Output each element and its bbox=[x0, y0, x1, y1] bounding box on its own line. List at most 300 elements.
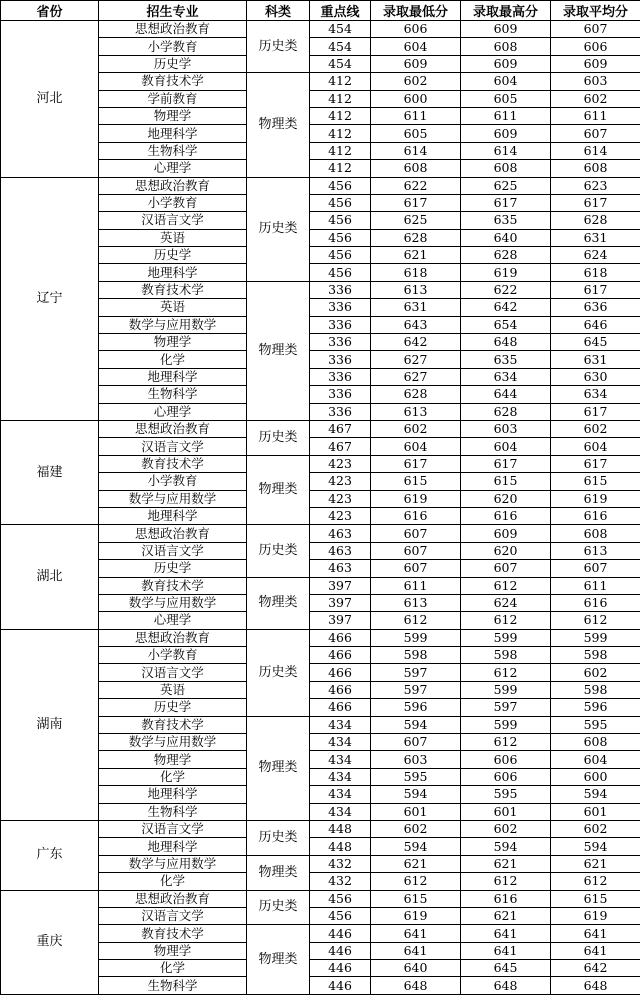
cutoff-cell: 432 bbox=[310, 855, 371, 872]
min-score-cell: 611 bbox=[371, 107, 461, 124]
major-cell: 思想政治教育 bbox=[99, 525, 247, 542]
min-score-cell: 599 bbox=[371, 629, 461, 646]
cutoff-cell: 423 bbox=[310, 473, 371, 490]
cutoff-cell: 463 bbox=[310, 542, 371, 559]
major-cell: 心理学 bbox=[99, 160, 247, 177]
min-score-cell: 618 bbox=[371, 264, 461, 281]
track-cell: 物理类 bbox=[247, 716, 310, 820]
min-score-cell: 613 bbox=[371, 403, 461, 420]
min-score-cell: 604 bbox=[371, 438, 461, 455]
avg-score-cell: 616 bbox=[551, 507, 640, 524]
major-cell: 心理学 bbox=[99, 612, 247, 629]
avg-score-cell: 608 bbox=[551, 734, 640, 751]
min-score-cell: 617 bbox=[371, 194, 461, 211]
min-score-cell: 600 bbox=[371, 90, 461, 107]
max-score-cell: 628 bbox=[461, 247, 551, 264]
major-cell: 小学教育 bbox=[99, 38, 247, 55]
avg-score-cell: 617 bbox=[551, 281, 640, 298]
province-cell: 湖南 bbox=[1, 629, 99, 820]
cutoff-cell: 456 bbox=[310, 177, 371, 194]
max-score-cell: 622 bbox=[461, 281, 551, 298]
avg-score-cell: 596 bbox=[551, 699, 640, 716]
province-cell: 湖北 bbox=[1, 525, 99, 629]
major-cell: 汉语言文学 bbox=[99, 212, 247, 229]
major-cell: 物理学 bbox=[99, 751, 247, 768]
cutoff-cell: 434 bbox=[310, 751, 371, 768]
cutoff-cell: 336 bbox=[310, 299, 371, 316]
major-cell: 数学与应用数学 bbox=[99, 316, 247, 333]
max-score-cell: 612 bbox=[461, 873, 551, 890]
min-score-cell: 602 bbox=[371, 420, 461, 437]
avg-score-cell: 619 bbox=[551, 907, 640, 924]
avg-score-cell: 604 bbox=[551, 751, 640, 768]
avg-score-cell: 641 bbox=[551, 942, 640, 959]
major-cell: 汉语言文学 bbox=[99, 664, 247, 681]
min-score-cell: 643 bbox=[371, 316, 461, 333]
major-cell: 汉语言文学 bbox=[99, 542, 247, 559]
cutoff-cell: 454 bbox=[310, 21, 371, 38]
major-cell: 地理科学 bbox=[99, 125, 247, 142]
max-score-cell: 599 bbox=[461, 681, 551, 698]
avg-score-cell: 641 bbox=[551, 925, 640, 942]
avg-score-cell: 623 bbox=[551, 177, 640, 194]
max-score-cell: 616 bbox=[461, 890, 551, 907]
track-cell: 历史类 bbox=[247, 629, 310, 716]
max-score-cell: 621 bbox=[461, 855, 551, 872]
min-score-cell: 602 bbox=[371, 820, 461, 837]
avg-score-cell: 619 bbox=[551, 490, 640, 507]
min-score-cell: 594 bbox=[371, 786, 461, 803]
cutoff-cell: 336 bbox=[310, 386, 371, 403]
track-cell: 物理类 bbox=[247, 577, 310, 629]
min-score-cell: 612 bbox=[371, 612, 461, 629]
min-score-cell: 625 bbox=[371, 212, 461, 229]
max-score-cell: 609 bbox=[461, 525, 551, 542]
major-cell: 教育技术学 bbox=[99, 716, 247, 733]
max-score-cell: 598 bbox=[461, 647, 551, 664]
min-score-cell: 607 bbox=[371, 525, 461, 542]
max-score-cell: 609 bbox=[461, 55, 551, 72]
avg-score-cell: 613 bbox=[551, 542, 640, 559]
major-cell: 教育技术学 bbox=[99, 281, 247, 298]
avg-score-cell: 598 bbox=[551, 681, 640, 698]
max-score-cell: 612 bbox=[461, 734, 551, 751]
avg-score-cell: 606 bbox=[551, 38, 640, 55]
min-score-cell: 594 bbox=[371, 716, 461, 733]
avg-score-cell: 612 bbox=[551, 612, 640, 629]
cutoff-cell: 456 bbox=[310, 890, 371, 907]
major-cell: 英语 bbox=[99, 681, 247, 698]
cutoff-cell: 434 bbox=[310, 768, 371, 785]
min-score-cell: 648 bbox=[371, 977, 461, 994]
cutoff-cell: 466 bbox=[310, 681, 371, 698]
major-cell: 小学教育 bbox=[99, 647, 247, 664]
min-score-cell: 612 bbox=[371, 873, 461, 890]
avg-score-cell: 607 bbox=[551, 560, 640, 577]
max-score-cell: 604 bbox=[461, 438, 551, 455]
max-score-cell: 607 bbox=[461, 560, 551, 577]
major-cell: 化学 bbox=[99, 873, 247, 890]
table-row bbox=[1, 820, 640, 837]
cutoff-cell: 423 bbox=[310, 507, 371, 524]
max-score-cell: 608 bbox=[461, 38, 551, 55]
cutoff-cell: 397 bbox=[310, 577, 371, 594]
major-cell: 数学与应用数学 bbox=[99, 594, 247, 611]
header-cutoff: 重点线 bbox=[310, 1, 371, 21]
major-cell: 历史学 bbox=[99, 55, 247, 72]
avg-score-cell: 604 bbox=[551, 438, 640, 455]
max-score-cell: 599 bbox=[461, 716, 551, 733]
cutoff-cell: 412 bbox=[310, 90, 371, 107]
avg-score-cell: 599 bbox=[551, 629, 640, 646]
avg-score-cell: 611 bbox=[551, 577, 640, 594]
avg-score-cell: 600 bbox=[551, 768, 640, 785]
max-score-cell: 599 bbox=[461, 629, 551, 646]
major-cell: 历史学 bbox=[99, 699, 247, 716]
major-cell: 化学 bbox=[99, 768, 247, 785]
major-cell: 数学与应用数学 bbox=[99, 734, 247, 751]
min-score-cell: 607 bbox=[371, 542, 461, 559]
min-score-cell: 641 bbox=[371, 925, 461, 942]
track-cell: 历史类 bbox=[247, 525, 310, 577]
max-score-cell: 594 bbox=[461, 838, 551, 855]
cutoff-cell: 446 bbox=[310, 960, 371, 977]
max-score-cell: 641 bbox=[461, 942, 551, 959]
table-row bbox=[1, 177, 640, 194]
cutoff-cell: 446 bbox=[310, 925, 371, 942]
avg-score-cell: 648 bbox=[551, 977, 640, 994]
major-cell: 地理科学 bbox=[99, 264, 247, 281]
avg-score-cell: 612 bbox=[551, 873, 640, 890]
province-cell: 辽宁 bbox=[1, 177, 99, 420]
avg-score-cell: 631 bbox=[551, 229, 640, 246]
table-row bbox=[1, 629, 640, 646]
major-cell: 思想政治教育 bbox=[99, 21, 247, 38]
province-cell: 河北 bbox=[1, 21, 99, 178]
cutoff-cell: 397 bbox=[310, 612, 371, 629]
min-score-cell: 597 bbox=[371, 664, 461, 681]
min-score-cell: 607 bbox=[371, 734, 461, 751]
major-cell: 历史学 bbox=[99, 560, 247, 577]
max-score-cell: 615 bbox=[461, 473, 551, 490]
max-score-cell: 617 bbox=[461, 455, 551, 472]
avg-score-cell: 598 bbox=[551, 647, 640, 664]
cutoff-cell: 434 bbox=[310, 786, 371, 803]
max-score-cell: 634 bbox=[461, 368, 551, 385]
min-score-cell: 613 bbox=[371, 594, 461, 611]
min-score-cell: 622 bbox=[371, 177, 461, 194]
max-score-cell: 635 bbox=[461, 212, 551, 229]
min-score-cell: 615 bbox=[371, 473, 461, 490]
min-score-cell: 607 bbox=[371, 560, 461, 577]
track-cell: 物理类 bbox=[247, 281, 310, 420]
max-score-cell: 606 bbox=[461, 751, 551, 768]
cutoff-cell: 456 bbox=[310, 264, 371, 281]
avg-score-cell: 601 bbox=[551, 803, 640, 820]
table-row bbox=[1, 525, 640, 542]
max-score-cell: 628 bbox=[461, 403, 551, 420]
cutoff-cell: 448 bbox=[310, 820, 371, 837]
avg-score-cell: 614 bbox=[551, 142, 640, 159]
province-cell: 重庆 bbox=[1, 890, 99, 994]
max-score-cell: 616 bbox=[461, 507, 551, 524]
cutoff-cell: 336 bbox=[310, 316, 371, 333]
major-cell: 思想政治教育 bbox=[99, 629, 247, 646]
max-score-cell: 640 bbox=[461, 229, 551, 246]
header-min-score: 录取最低分 bbox=[371, 1, 461, 21]
track-cell: 历史类 bbox=[247, 177, 310, 281]
min-score-cell: 608 bbox=[371, 160, 461, 177]
major-cell: 地理科学 bbox=[99, 507, 247, 524]
track-cell: 物理类 bbox=[247, 925, 310, 995]
min-score-cell: 613 bbox=[371, 281, 461, 298]
avg-score-cell: 631 bbox=[551, 351, 640, 368]
max-score-cell: 635 bbox=[461, 351, 551, 368]
header-max-score: 录取最高分 bbox=[461, 1, 551, 21]
major-cell: 地理科学 bbox=[99, 368, 247, 385]
max-score-cell: 648 bbox=[461, 977, 551, 994]
min-score-cell: 603 bbox=[371, 751, 461, 768]
cutoff-cell: 412 bbox=[310, 160, 371, 177]
avg-score-cell: 608 bbox=[551, 160, 640, 177]
avg-score-cell: 618 bbox=[551, 264, 640, 281]
min-score-cell: 594 bbox=[371, 838, 461, 855]
max-score-cell: 604 bbox=[461, 73, 551, 90]
cutoff-cell: 412 bbox=[310, 142, 371, 159]
avg-score-cell: 611 bbox=[551, 107, 640, 124]
avg-score-cell: 602 bbox=[551, 90, 640, 107]
avg-score-cell: 621 bbox=[551, 855, 640, 872]
major-cell: 生物科学 bbox=[99, 803, 247, 820]
major-cell: 思想政治教育 bbox=[99, 420, 247, 437]
cutoff-cell: 463 bbox=[310, 560, 371, 577]
min-score-cell: 640 bbox=[371, 960, 461, 977]
min-score-cell: 619 bbox=[371, 490, 461, 507]
major-cell: 教育技术学 bbox=[99, 925, 247, 942]
avg-score-cell: 615 bbox=[551, 473, 640, 490]
avg-score-cell: 628 bbox=[551, 212, 640, 229]
max-score-cell: 602 bbox=[461, 820, 551, 837]
major-cell: 数学与应用数学 bbox=[99, 490, 247, 507]
max-score-cell: 617 bbox=[461, 194, 551, 211]
cutoff-cell: 448 bbox=[310, 838, 371, 855]
min-score-cell: 628 bbox=[371, 229, 461, 246]
max-score-cell: 606 bbox=[461, 768, 551, 785]
cutoff-cell: 446 bbox=[310, 977, 371, 994]
cutoff-cell: 336 bbox=[310, 351, 371, 368]
max-score-cell: 608 bbox=[461, 160, 551, 177]
cutoff-cell: 423 bbox=[310, 455, 371, 472]
major-cell: 汉语言文学 bbox=[99, 820, 247, 837]
avg-score-cell: 615 bbox=[551, 890, 640, 907]
avg-score-cell: 636 bbox=[551, 299, 640, 316]
major-cell: 汉语言文学 bbox=[99, 438, 247, 455]
cutoff-cell: 432 bbox=[310, 873, 371, 890]
major-cell: 历史学 bbox=[99, 247, 247, 264]
cutoff-cell: 412 bbox=[310, 73, 371, 90]
cutoff-cell: 446 bbox=[310, 942, 371, 959]
cutoff-cell: 412 bbox=[310, 107, 371, 124]
max-score-cell: 609 bbox=[461, 21, 551, 38]
max-score-cell: 644 bbox=[461, 386, 551, 403]
avg-score-cell: 624 bbox=[551, 247, 640, 264]
cutoff-cell: 336 bbox=[310, 334, 371, 351]
avg-score-cell: 634 bbox=[551, 386, 640, 403]
max-score-cell: 614 bbox=[461, 142, 551, 159]
table-row bbox=[1, 890, 640, 907]
cutoff-cell: 456 bbox=[310, 247, 371, 264]
avg-score-cell: 617 bbox=[551, 403, 640, 420]
major-cell: 英语 bbox=[99, 299, 247, 316]
major-cell: 生物科学 bbox=[99, 977, 247, 994]
avg-score-cell: 595 bbox=[551, 716, 640, 733]
major-cell: 心理学 bbox=[99, 403, 247, 420]
avg-score-cell: 609 bbox=[551, 55, 640, 72]
major-cell: 教育技术学 bbox=[99, 455, 247, 472]
major-cell: 物理学 bbox=[99, 107, 247, 124]
table-row bbox=[1, 21, 640, 38]
cutoff-cell: 466 bbox=[310, 664, 371, 681]
avg-score-cell: 646 bbox=[551, 316, 640, 333]
major-cell: 思想政治教育 bbox=[99, 890, 247, 907]
major-cell: 教育技术学 bbox=[99, 577, 247, 594]
major-cell: 化学 bbox=[99, 351, 247, 368]
major-cell: 数学与应用数学 bbox=[99, 855, 247, 872]
avg-score-cell: 617 bbox=[551, 194, 640, 211]
track-cell: 物理类 bbox=[247, 855, 310, 890]
max-score-cell: 619 bbox=[461, 264, 551, 281]
header-avg-score: 录取平均分 bbox=[551, 1, 640, 21]
province-cell: 广东 bbox=[1, 820, 99, 890]
cutoff-cell: 336 bbox=[310, 368, 371, 385]
header-row bbox=[1, 1, 640, 21]
avg-score-cell: 594 bbox=[551, 838, 640, 855]
header-track: 科类 bbox=[247, 1, 310, 21]
cutoff-cell: 397 bbox=[310, 594, 371, 611]
max-score-cell: 609 bbox=[461, 125, 551, 142]
cutoff-cell: 454 bbox=[310, 38, 371, 55]
major-cell: 生物科学 bbox=[99, 142, 247, 159]
max-score-cell: 611 bbox=[461, 107, 551, 124]
max-score-cell: 597 bbox=[461, 699, 551, 716]
major-cell: 物理学 bbox=[99, 942, 247, 959]
min-score-cell: 621 bbox=[371, 855, 461, 872]
max-score-cell: 605 bbox=[461, 90, 551, 107]
track-cell: 物理类 bbox=[247, 73, 310, 177]
track-cell: 历史类 bbox=[247, 890, 310, 925]
min-score-cell: 628 bbox=[371, 386, 461, 403]
major-cell: 汉语言文学 bbox=[99, 907, 247, 924]
avg-score-cell: 617 bbox=[551, 455, 640, 472]
max-score-cell: 595 bbox=[461, 786, 551, 803]
avg-score-cell: 645 bbox=[551, 334, 640, 351]
avg-score-cell: 602 bbox=[551, 820, 640, 837]
major-cell: 生物科学 bbox=[99, 386, 247, 403]
cutoff-cell: 336 bbox=[310, 403, 371, 420]
cutoff-cell: 466 bbox=[310, 699, 371, 716]
max-score-cell: 648 bbox=[461, 334, 551, 351]
min-score-cell: 621 bbox=[371, 247, 461, 264]
min-score-cell: 602 bbox=[371, 73, 461, 90]
table-row bbox=[1, 420, 640, 437]
max-score-cell: 620 bbox=[461, 542, 551, 559]
major-cell: 思想政治教育 bbox=[99, 177, 247, 194]
avg-score-cell: 616 bbox=[551, 594, 640, 611]
avg-score-cell: 594 bbox=[551, 786, 640, 803]
cutoff-cell: 456 bbox=[310, 194, 371, 211]
max-score-cell: 654 bbox=[461, 316, 551, 333]
min-score-cell: 627 bbox=[371, 368, 461, 385]
avg-score-cell: 607 bbox=[551, 21, 640, 38]
max-score-cell: 645 bbox=[461, 960, 551, 977]
max-score-cell: 621 bbox=[461, 907, 551, 924]
major-cell: 学前教育 bbox=[99, 90, 247, 107]
table-body bbox=[1, 21, 640, 995]
cutoff-cell: 456 bbox=[310, 907, 371, 924]
cutoff-cell: 463 bbox=[310, 525, 371, 542]
major-cell: 物理学 bbox=[99, 334, 247, 351]
cutoff-cell: 412 bbox=[310, 125, 371, 142]
cutoff-cell: 423 bbox=[310, 490, 371, 507]
cutoff-cell: 456 bbox=[310, 229, 371, 246]
min-score-cell: 601 bbox=[371, 803, 461, 820]
max-score-cell: 642 bbox=[461, 299, 551, 316]
min-score-cell: 606 bbox=[371, 21, 461, 38]
cutoff-cell: 456 bbox=[310, 212, 371, 229]
track-cell: 历史类 bbox=[247, 820, 310, 855]
max-score-cell: 624 bbox=[461, 594, 551, 611]
min-score-cell: 614 bbox=[371, 142, 461, 159]
major-cell: 小学教育 bbox=[99, 473, 247, 490]
header-province: 省份 bbox=[1, 1, 99, 21]
min-score-cell: 605 bbox=[371, 125, 461, 142]
min-score-cell: 615 bbox=[371, 890, 461, 907]
province-cell: 福建 bbox=[1, 420, 99, 524]
cutoff-cell: 466 bbox=[310, 647, 371, 664]
major-cell: 化学 bbox=[99, 960, 247, 977]
min-score-cell: 597 bbox=[371, 681, 461, 698]
max-score-cell: 601 bbox=[461, 803, 551, 820]
max-score-cell: 612 bbox=[461, 664, 551, 681]
cutoff-cell: 336 bbox=[310, 281, 371, 298]
min-score-cell: 627 bbox=[371, 351, 461, 368]
min-score-cell: 631 bbox=[371, 299, 461, 316]
min-score-cell: 619 bbox=[371, 907, 461, 924]
max-score-cell: 620 bbox=[461, 490, 551, 507]
min-score-cell: 642 bbox=[371, 334, 461, 351]
max-score-cell: 612 bbox=[461, 577, 551, 594]
min-score-cell: 616 bbox=[371, 507, 461, 524]
max-score-cell: 625 bbox=[461, 177, 551, 194]
cutoff-cell: 434 bbox=[310, 716, 371, 733]
max-score-cell: 603 bbox=[461, 420, 551, 437]
avg-score-cell: 642 bbox=[551, 960, 640, 977]
major-cell: 地理科学 bbox=[99, 838, 247, 855]
track-cell: 历史类 bbox=[247, 420, 310, 455]
avg-score-cell: 602 bbox=[551, 664, 640, 681]
avg-score-cell: 630 bbox=[551, 368, 640, 385]
avg-score-cell: 607 bbox=[551, 125, 640, 142]
cutoff-cell: 434 bbox=[310, 803, 371, 820]
major-cell: 小学教育 bbox=[99, 194, 247, 211]
max-score-cell: 641 bbox=[461, 925, 551, 942]
min-score-cell: 641 bbox=[371, 942, 461, 959]
min-score-cell: 617 bbox=[371, 455, 461, 472]
min-score-cell: 611 bbox=[371, 577, 461, 594]
cutoff-cell: 467 bbox=[310, 420, 371, 437]
cutoff-cell: 466 bbox=[310, 629, 371, 646]
min-score-cell: 604 bbox=[371, 38, 461, 55]
